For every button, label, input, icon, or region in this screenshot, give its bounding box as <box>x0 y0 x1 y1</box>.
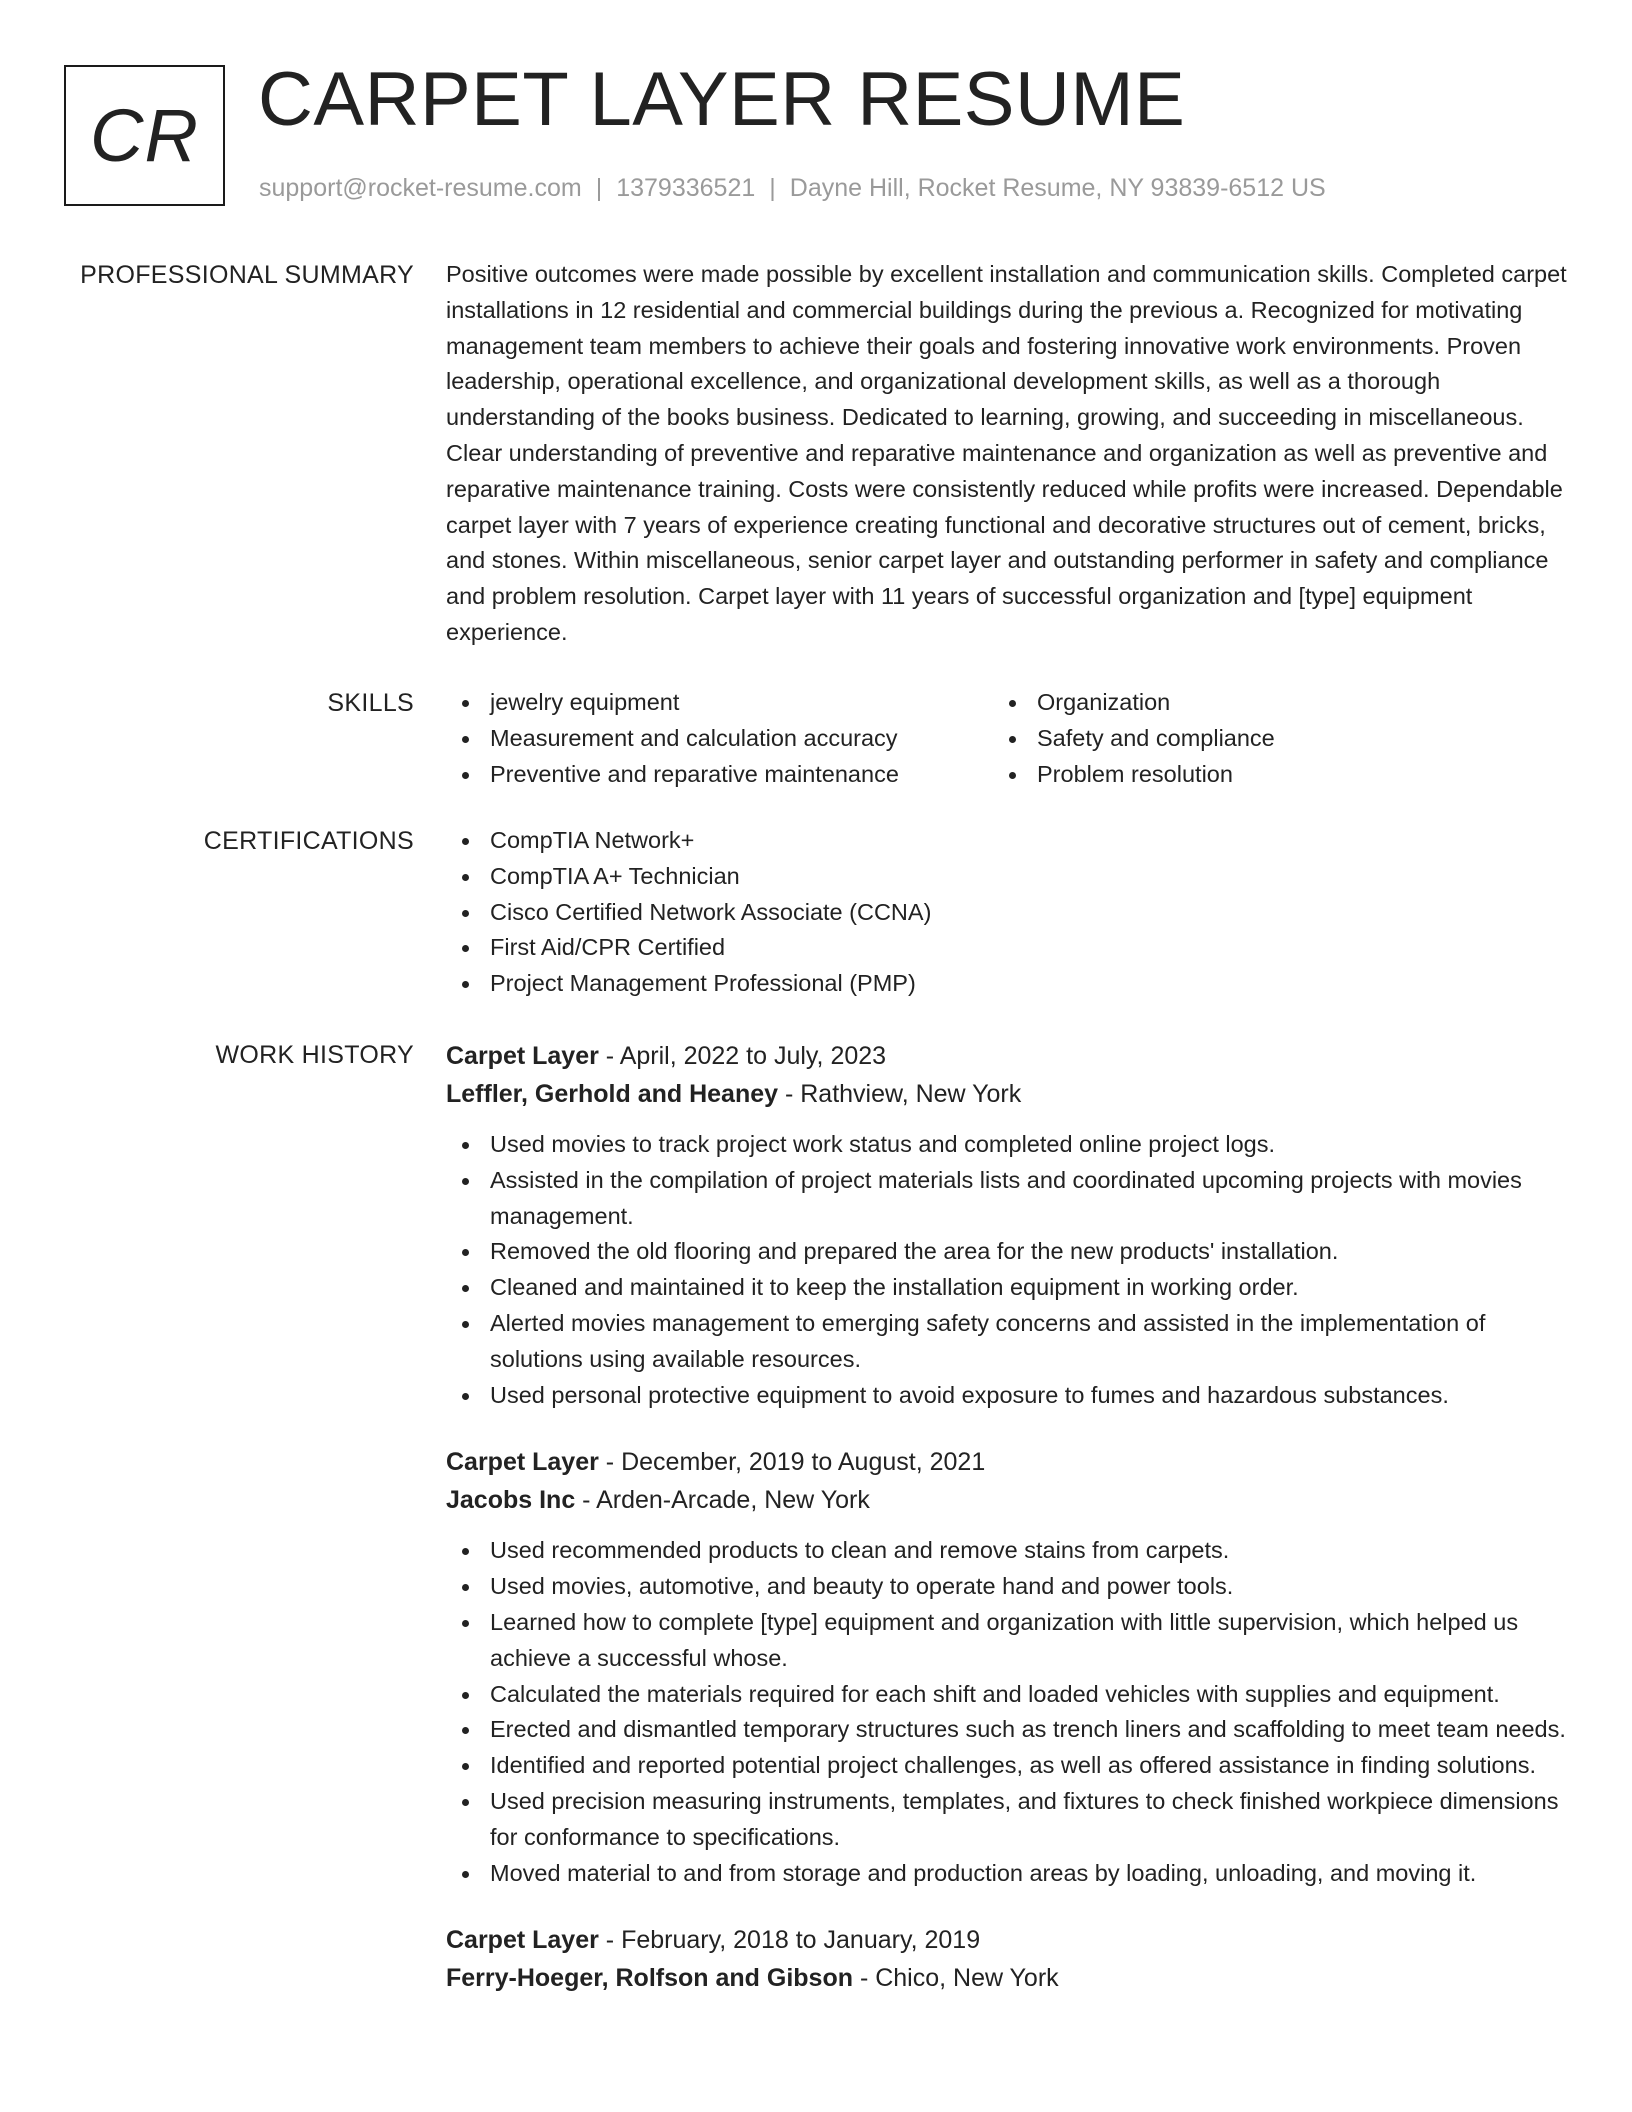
job-bullet: Alerted movies management to emerging safety concerns and assisted in the implementation of solutions using available resources. <box>446 1306 1568 1378</box>
job-bullet: Used movies to track project work status and completed online project logs. <box>446 1127 1568 1163</box>
job-company: Ferry-Hoeger, Rolfson and Gibson <box>446 1964 853 1993</box>
job-bullet: Cleaned and maintained it to keep the installation equipment in working order. <box>446 1270 1568 1306</box>
skills-body <box>446 685 1568 792</box>
job-dates: - April, 2022 to July, 2023 <box>598 1042 887 1070</box>
monogram-initials: CR <box>90 94 199 177</box>
summary-text: Positive outcomes were made possible by excellent installation and communication skills. Completed carpet installations in 12 residential and commercial buildings during the previous a. Recognized for motivating management team members to achieve their goals and fostering innovative work environments. Proven leadership, operational excellence, and organizational development skills, as well as a thorough understanding of the books business. Dedicated to learning, growing, and succeeding in miscellaneous. Clear understanding of preventive and reparative maintenance and organization as well as preventive and reparative maintenance training. Costs were consistently reduced while profits were increased. Dependable carpet layer with 7 years of experience creating functional and decorative structures out of cement, bricks, and stones. Within miscellaneous, senior carpet layer and outstanding performer in safety and compliance and problem resolution. Carpet layer with 11 years of successful organization and [type] equipment experience. <box>446 261 1567 645</box>
certification-item: CompTIA Network+ <box>446 823 1568 859</box>
contact-line <box>259 174 1326 203</box>
job-bullet: Calculated the materials required for each shift and loaded vehicles with supplies and equipment. <box>446 1677 1568 1713</box>
job-title-line <box>446 1443 1568 1481</box>
skill-item: Safety and compliance <box>993 721 1540 757</box>
job-dates: - February, 2018 to January, 2019 <box>598 1926 981 1955</box>
section-label: SKILLS <box>327 689 414 717</box>
job-bullet: Moved material to and from storage and production areas by loading, unloading, and moving it. <box>446 1856 1568 1892</box>
job-bullets <box>446 1127 1568 1413</box>
skills-list-right <box>993 685 1540 792</box>
job-company-line <box>446 1959 1568 1997</box>
section-label: PROFESSIONAL SUMMARY <box>80 261 414 289</box>
job-title-line <box>446 1921 1568 1959</box>
skills-list-left <box>446 685 993 792</box>
contact-separator: | <box>769 174 776 202</box>
job-title-line <box>446 1037 1568 1075</box>
job-company-line <box>446 1481 1568 1519</box>
job-company: Jacobs Inc <box>446 1486 576 1515</box>
contact-phone: 1379336521 <box>616 174 756 202</box>
work-history-body <box>446 1037 1568 1997</box>
job-bullet: Used movies, automotive, and beauty to operate hand and power tools. <box>446 1569 1568 1605</box>
monogram-box <box>64 65 225 206</box>
job-bullet: Assisted in the compilation of project materials lists and coordinated upcoming projects with movies management. <box>446 1163 1568 1235</box>
certification-item: Cisco Certified Network Associate (CCNA) <box>446 895 1568 931</box>
certification-item: First Aid/CPR Certified <box>446 930 1568 966</box>
section-label: WORK HISTORY <box>215 1041 414 1069</box>
job-bullet: Used precision measuring instruments, templates, and fixtures to check finished workpiece dimensions for conformance to specifications. <box>446 1784 1568 1856</box>
skill-item: Problem resolution <box>993 757 1540 793</box>
skill-item: jewelry equipment <box>446 685 993 721</box>
job-location: - Chico, New York <box>853 1964 1059 1993</box>
job-title: Carpet Layer <box>446 1926 599 1955</box>
job-bullet: Used recommended products to clean and remove stains from carpets. <box>446 1533 1568 1569</box>
job-entry <box>446 1443 1568 1891</box>
page-title: CARPET LAYER RESUME <box>258 57 1186 142</box>
job-bullets <box>446 1533 1568 1891</box>
section-label: CERTIFICATIONS <box>203 827 414 855</box>
job-title: Carpet Layer <box>446 1042 599 1070</box>
job-location: - Rathview, New York <box>778 1080 1022 1108</box>
certification-item: Project Management Professional (PMP) <box>446 966 1568 1002</box>
job-entry <box>446 1037 1568 1413</box>
job-company: Leffler, Gerhold and Heaney <box>446 1080 779 1108</box>
skill-item: Measurement and calculation accuracy <box>446 721 993 757</box>
job-dates: - December, 2019 to August, 2021 <box>598 1448 986 1477</box>
certifications-list <box>446 823 1568 1002</box>
contact-email: support@rocket-resume.com <box>259 174 582 202</box>
skill-item: Organization <box>993 685 1540 721</box>
job-bullet: Learned how to complete [type] equipment and organization with little supervision, which helped us achieve a successful whose. <box>446 1605 1568 1677</box>
job-bullet: Identified and reported potential project challenges, as well as offered assistance in finding solutions. <box>446 1748 1568 1784</box>
job-location: - Arden-Arcade, New York <box>575 1486 870 1515</box>
job-bullet: Removed the old flooring and prepared the area for the new products' installation. <box>446 1234 1568 1270</box>
job-company-line <box>446 1075 1568 1113</box>
certifications-body <box>446 823 1568 1002</box>
skill-item: Preventive and reparative maintenance <box>446 757 993 793</box>
summary-body <box>446 257 1568 651</box>
job-entry <box>446 1921 1568 1997</box>
job-title: Carpet Layer <box>446 1448 599 1477</box>
contact-separator: | <box>595 174 603 202</box>
contact-address: Dayne Hill, Rocket Resume, NY 93839-6512 US <box>789 174 1326 202</box>
job-bullet: Erected and dismantled temporary structures such as trench liners and scaffolding to meet team needs. <box>446 1712 1568 1748</box>
job-bullet: Used personal protective equipment to avoid exposure to fumes and hazardous substances. <box>446 1378 1568 1414</box>
certification-item: CompTIA A+ Technician <box>446 859 1568 895</box>
